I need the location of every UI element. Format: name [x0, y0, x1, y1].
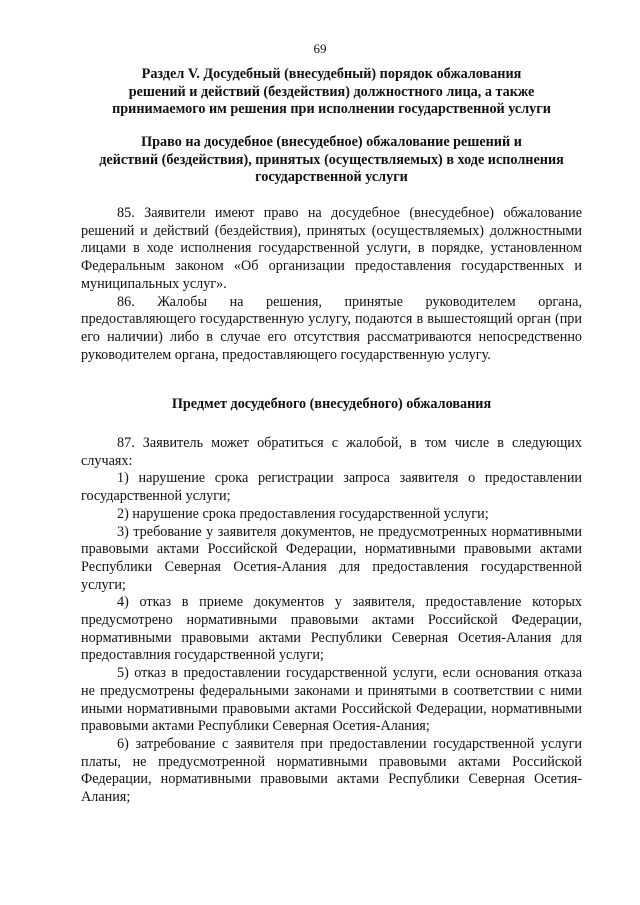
list-item-3: 3) требование у заявителя документов, не предусмотренных нормативными правовыми актами Российской Федерации, нормативными правовыми актами Республики Северная Осетия-Алания для предоставления государственной услуги;: [81, 523, 582, 593]
subsection-title-line: действий (бездействия), принятых (осуществляемых) в ходе исполнения: [99, 151, 564, 168]
paragraph-85: 85. Заявители имеют право на досудебное (внесудебное) обжалование решений и действий (бездействия), принятых (осуществляемых) должностными лицами в ходе исполнения государственной услуги, в порядке, установленном Федеральным законом «Об организации предоставления государственных и муниципальных услуг».: [81, 205, 582, 292]
subsection-title-line: Право на досудебное (внесудебное) обжалование решений и: [141, 134, 522, 150]
section-title-line: принимаемого им решения при исполнении государственной услуги: [112, 101, 551, 117]
subsection-title-appeal-subject: Предмет досудебного (внесудебного) обжалования: [171, 396, 492, 412]
list-item-1: 1) нарушение срока регистрации запроса заявителя о предоставлении государственной услуги;: [81, 470, 582, 505]
section-title-line: решений и действий (бездействия) должностного лица, а также: [128, 83, 535, 100]
paragraph-87: 87. Заявитель может обратиться с жалобой, в том числе в следующих случаях:: [81, 435, 582, 469]
body-text-block-2: [81, 435, 582, 807]
list-item-2: 2) нарушение срока предоставления государственной услуги;: [117, 505, 489, 522]
body-text-block-1: [81, 205, 582, 364]
page-number: 69: [313, 41, 327, 56]
section-title: [81, 66, 582, 119]
paragraph-86: 86. Жалобы на решения, принятые руководителем органа, предоставляющего государственную услугу, подаются в вышестоящий орган (при его наличии) либо в случае его отсутствия рассматриваются непосредственно руководителем органа, предоставляющего государственную услугу.: [81, 293, 582, 363]
subsection-title-line: государственной услуги: [255, 169, 408, 185]
subsection-title-appeal-right: [81, 134, 582, 187]
section-title-line: Раздел V. Досудебный (внесудебный) порядок обжалования: [141, 66, 522, 82]
list-item-4: 4) отказ в приеме документов у заявителя, предоставление которых предусмотрено нормативными правовыми актами Российской Федерации, нормативными правовыми актами Республики Северная Осетия-Алания для предоставлния государственной услуги;: [81, 594, 582, 664]
list-item-5: 5) отказ в предоставлении государственной услуги, если основания отказа не предусмотрены федеральными законами и принятыми в соответствии с ними иными нормативными правовыми актами Российской Федерации, нормативными правовыми актами Республики Северная Осетия-Алания;: [81, 665, 582, 735]
list-item-6: 6) затребование с заявителя при предоставлении государственной услуги платы, не предусмотренной нормативными правовыми актами Российской Федерации, нормативными правовыми актами Республики Северная Осетия-Алания;: [81, 735, 582, 806]
